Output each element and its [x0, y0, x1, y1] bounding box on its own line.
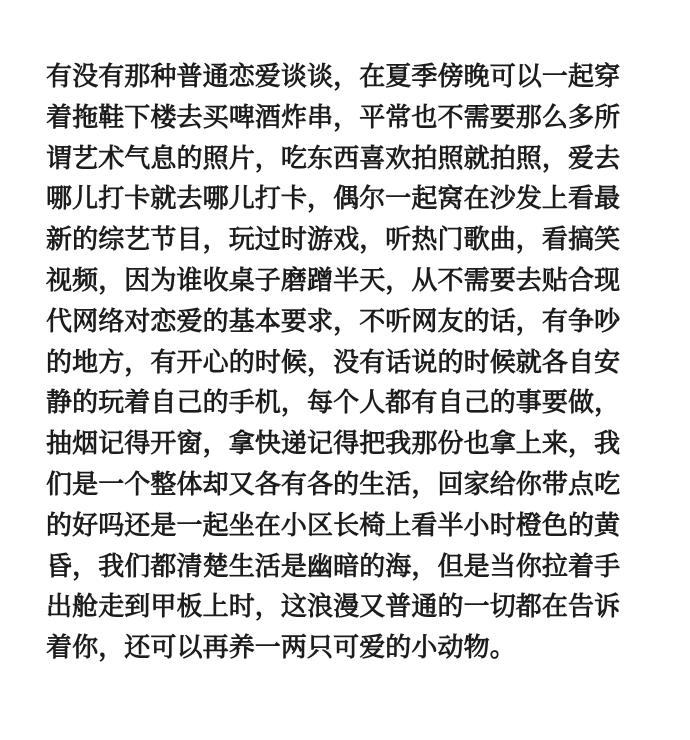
text-line-1: 有没有那种普通恋爱谈谈，在夏季傍晚可以一起穿	[46, 62, 621, 92]
text-line-10: 抽烟记得开窗，拿快递记得把我那份也拿上来，我	[46, 429, 621, 460]
text-line-12: 的好吗还是一起坐在小区长椅上看半小时橙色的黄	[46, 510, 621, 541]
text-line-15: 着你，还可以再养一两只可爱的小动物。	[46, 633, 516, 664]
text-line-3: 谓艺术气息的照片，吃东西喜欢拍照就拍照，爱去	[46, 143, 621, 174]
text-line-7: 代网络对恋爱的基本要求，不听网友的话，有争吵	[46, 306, 621, 337]
article-text	[46, 57, 646, 669]
text-line-14: 出舱走到甲板上时，这浪漫又普通的一切都在告诉	[46, 592, 621, 623]
text-line-11: 们是一个整体却又各有各的生活，回家给你带点吃	[46, 469, 621, 500]
text-line-5: 新的综艺节目，玩过时游戏，听热门歌曲，看搞笑	[46, 225, 621, 256]
text-line-6: 视频，因为谁收桌子磨蹭半天，从不需要去贴合现	[46, 265, 621, 296]
text-line-13: 昏，我们都清楚生活是幽暗的海，但是当你拉着手	[46, 551, 621, 582]
text-line-9: 静的玩着自己的手机，每个人都有自己的事要做，	[46, 388, 621, 419]
text-line-4: 哪儿打卡就去哪儿打卡，偶尔一起窝在沙发上看最	[46, 184, 621, 215]
text-line-8: 的地方，有开心的时候，没有话说的时候就各自安	[46, 347, 621, 378]
text-line-2: 着拖鞋下楼去买啤酒炸串，平常也不需要那么多所	[46, 102, 621, 133]
